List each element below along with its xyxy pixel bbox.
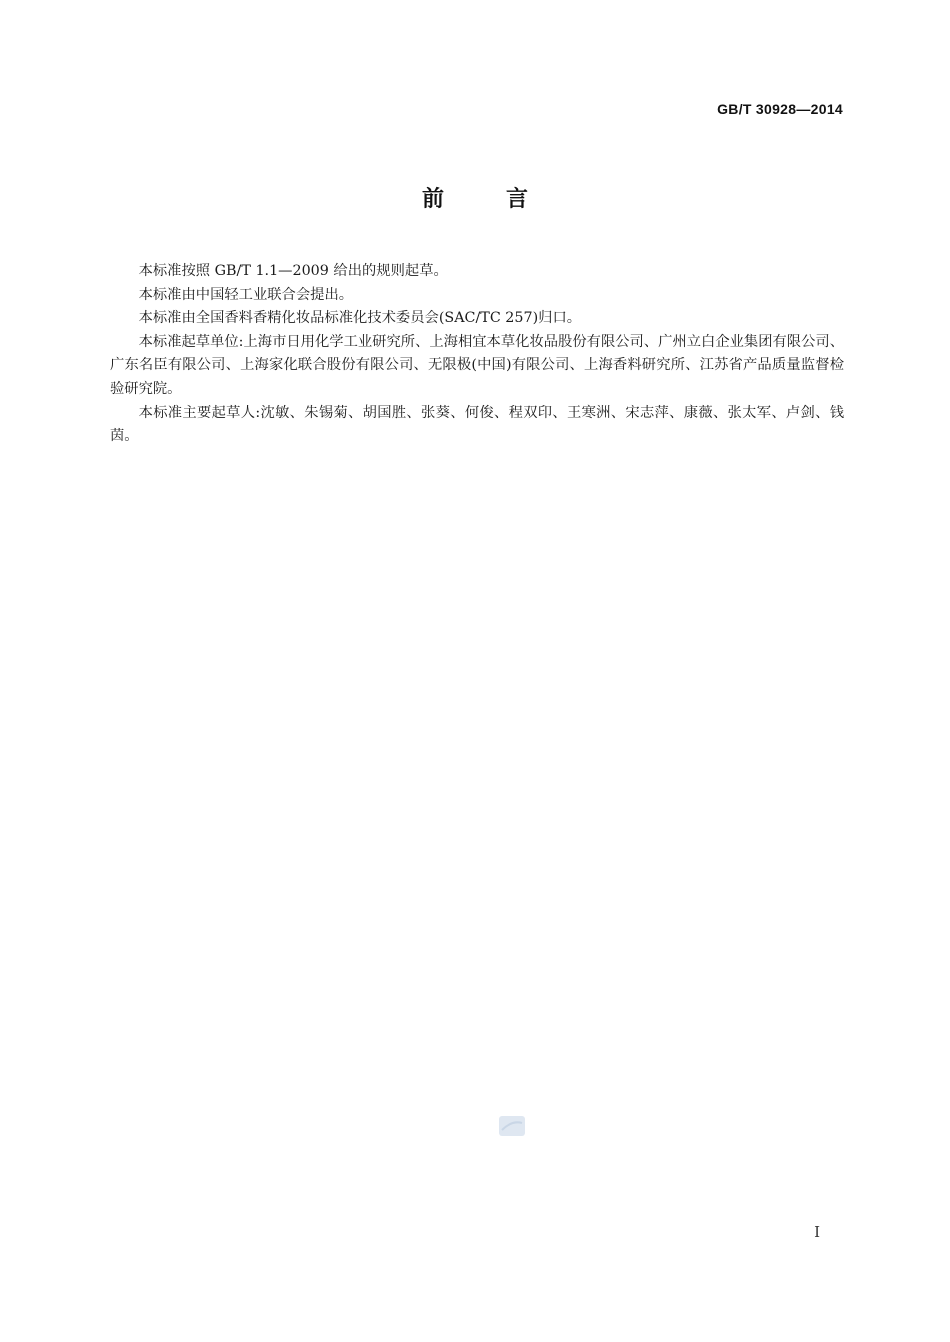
paragraph-proposer: 本标准由中国轻工业联合会提出。 [138,286,354,303]
sac-watermark-logo [499,1116,525,1136]
paragraph-committee: 本标准由全国香料香精化妆品标准化技术委员会(SAC/TC 257)归口。 [138,310,582,327]
page-title: 前言 [421,187,590,212]
paragraph-drafters: 本标准主要起草人:沈敏、朱锡菊、胡国胜、张葵、何俊、程双印、王寒洲、宋志萍、康薇、张太军、卢剑、钱茵。 [110,404,844,445]
paragraph-drafting-rules: 本标准按照 GB/T 1.1—2009 给出的规则起草。 [138,263,448,279]
foreword-body [110,260,844,449]
standard-code: GB/T 30928—2014 [717,101,843,117]
paragraph-drafting-units: 本标准起草单位:上海市日用化学工业研究所、上海相宜本草化妆品股份有限公司、广州立白企业集团有限公司、广东名臣有限公司、上海家化联合股份有限公司、无限极(中国)有限公司、上海香料研究所、江苏省产品质量监督检验研究院。 [110,333,844,397]
sac-logo-icon [499,1116,525,1136]
page-number: I [814,1223,820,1241]
